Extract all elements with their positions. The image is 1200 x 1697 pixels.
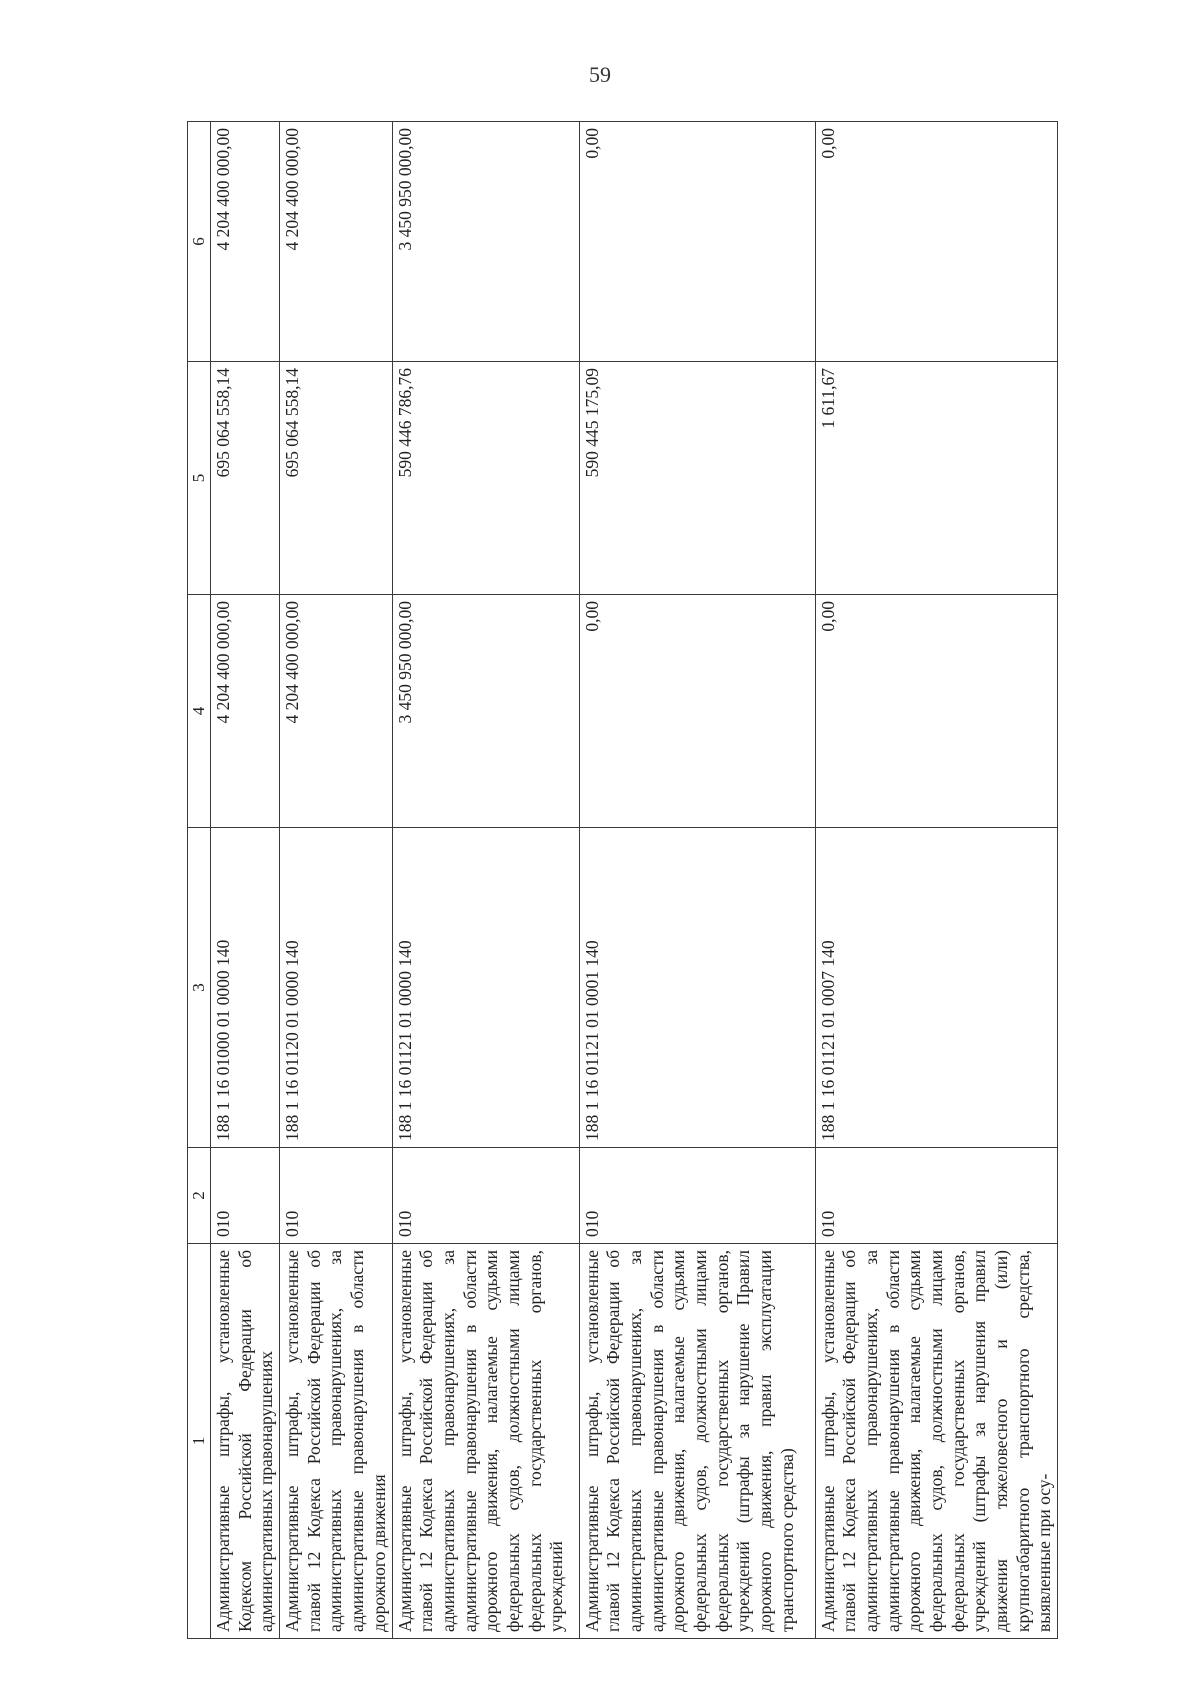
- row-approved: 0,00: [815, 595, 1058, 828]
- row-description: Административные штрафы, установленные главой 12 Кодекса Российской Федерации об административных правонарушениях, за административные правонарушения в области дорожного движения, налагаемые судьями федеральных судов, должностными лицами федеральных государственных органов, учреждений: [392, 1244, 579, 1639]
- row-line-code: 010: [280, 1148, 392, 1244]
- col-header-1: 1: [188, 1244, 211, 1639]
- table-row: [211, 122, 280, 1639]
- row-budget-code: 188 1 16 01120 01 0000 140: [280, 828, 392, 1148]
- row-approved: 3 450 950 000,00: [392, 595, 579, 828]
- revenue-table: [187, 121, 1058, 1639]
- row-budget-code: 188 1 16 01121 01 0001 140: [579, 828, 815, 1148]
- row-approved: 4 204 400 000,00: [211, 595, 280, 828]
- row-executed: 695 064 558,14: [280, 362, 392, 595]
- row-forecast: 3 450 950 000,00: [392, 122, 579, 362]
- rotated-table-container: [187, 122, 1055, 1639]
- page-number: 59: [589, 62, 611, 87]
- row-executed: 590 445 175,09: [579, 362, 815, 595]
- row-executed: 590 446 786,76: [392, 362, 579, 595]
- col-header-4: 4: [188, 595, 211, 828]
- row-budget-code: 188 1 16 01000 01 0000 140: [211, 828, 280, 1148]
- table-row: [579, 122, 815, 1639]
- row-description: Административные штрафы, установленные главой 12 Кодекса Российской Федерации об административных правонарушениях, за административные правонарушения в области дорожного движения, налагаемые судьями федеральных судов, должностными лицами федеральных государственных органов, учреждений (штрафы за нарушение Правил дорожного движения, правил эксплуатации транспортного средства): [579, 1244, 815, 1639]
- row-description: Административные штрафы, установленные главой 12 Кодекса Российской Федерации об административных правонарушениях, за административные правонарушения в области дорожного движения, налагаемые судьями федеральных судов, должностными лицами федеральных государственных органов, учреждений (штрафы за нарушения правил движения тяжеловесного и (или) крупногабаритного транспортного средства, выявленные при осу-: [815, 1244, 1058, 1639]
- row-line-code: 010: [211, 1148, 280, 1244]
- col-header-5: 5: [188, 362, 211, 595]
- row-forecast: 0,00: [815, 122, 1058, 362]
- row-line-code: 010: [392, 1148, 579, 1244]
- row-approved: 4 204 400 000,00: [280, 595, 392, 828]
- table-row: [815, 122, 1058, 1639]
- row-description: Административные штрафы, установленные главой 12 Кодекса Российской Федерации об административных правонарушениях, за административные правонарушения в области дорожного движения: [280, 1244, 392, 1639]
- table-row: [392, 122, 579, 1639]
- row-approved: 0,00: [579, 595, 815, 828]
- table-row: [280, 122, 392, 1639]
- row-executed: 1 611,67: [815, 362, 1058, 595]
- row-forecast: 4 204 400 000,00: [211, 122, 280, 362]
- row-budget-code: 188 1 16 01121 01 0000 140: [392, 828, 579, 1148]
- col-header-3: 3: [188, 828, 211, 1148]
- row-forecast: 4 204 400 000,00: [280, 122, 392, 362]
- header-row: [188, 122, 211, 1639]
- row-line-code: 010: [815, 1148, 1058, 1244]
- row-description: Административные штрафы, установленные Кодексом Российской Федерации об административных правонарушениях: [211, 1244, 280, 1639]
- col-header-2: 2: [188, 1148, 211, 1244]
- row-line-code: 010: [579, 1148, 815, 1244]
- row-forecast: 0,00: [579, 122, 815, 362]
- row-budget-code: 188 1 16 01121 01 0007 140: [815, 828, 1058, 1148]
- col-header-6: 6: [188, 122, 211, 362]
- row-executed: 695 064 558,14: [211, 362, 280, 595]
